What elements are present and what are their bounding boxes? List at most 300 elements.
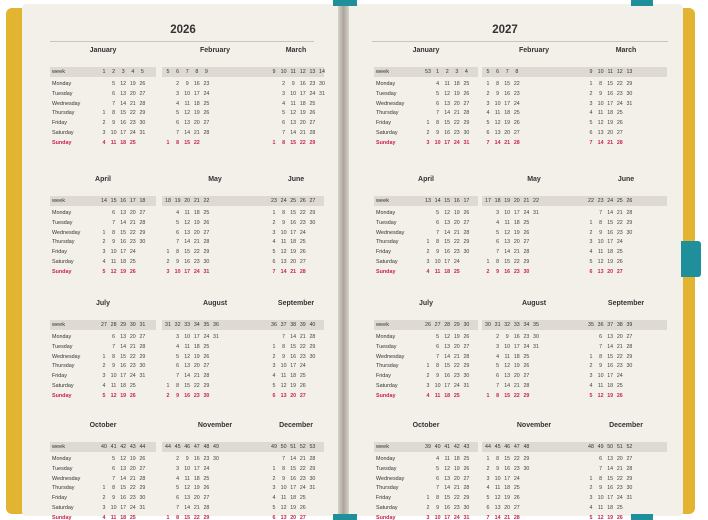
day-number[interactable]: 6 <box>496 373 500 380</box>
day-number[interactable]: 23 <box>299 353 306 360</box>
day-number[interactable]: 1 <box>166 514 170 520</box>
day-number[interactable]: 12 <box>110 392 117 399</box>
day-number[interactable]: 23 <box>299 219 306 226</box>
day-number[interactable]: 31 <box>533 210 539 216</box>
day-number[interactable]: 15 <box>290 343 297 350</box>
day-number[interactable]: 29 <box>523 392 530 399</box>
day-number[interactable]: 19 <box>299 110 306 117</box>
day-number[interactable]: 25 <box>513 110 520 117</box>
day-number[interactable]: 5 <box>436 210 440 216</box>
day-number[interactable]: 29 <box>139 110 146 117</box>
day-number[interactable]: 8 <box>496 81 500 87</box>
day-number[interactable]: 28 <box>203 505 210 511</box>
day-number[interactable]: 3 <box>589 495 593 502</box>
day-number[interactable]: 2 <box>589 485 593 492</box>
day-number[interactable]: 18 <box>607 249 614 256</box>
day-number[interactable]: 6 <box>599 334 603 340</box>
day-number[interactable]: 5 <box>436 465 440 472</box>
day-number[interactable]: 17 <box>513 210 520 216</box>
day-number[interactable]: 11 <box>597 383 604 389</box>
day-number[interactable]: 2 <box>486 268 490 275</box>
day-number[interactable]: 30 <box>139 239 146 246</box>
day-number[interactable]: 30 <box>139 495 146 502</box>
day-number[interactable]: 10 <box>494 475 501 482</box>
day-number[interactable]: 15 <box>444 363 451 370</box>
day-number[interactable]: 1 <box>272 210 276 216</box>
day-number[interactable]: 4 <box>176 475 180 482</box>
day-number[interactable]: 29 <box>523 259 530 265</box>
day-number[interactable]: 14 <box>280 268 287 275</box>
day-number[interactable]: 30 <box>203 392 210 399</box>
day-number[interactable]: 11 <box>110 383 117 389</box>
day-number[interactable]: 6 <box>176 363 180 370</box>
day-number[interactable]: 22 <box>129 110 136 117</box>
day-number[interactable]: 13 <box>280 392 287 399</box>
day-number[interactable]: 16 <box>444 130 451 136</box>
day-number[interactable]: 11 <box>280 373 287 380</box>
day-number[interactable]: 7 <box>589 139 593 146</box>
day-number[interactable]: 11 <box>434 268 441 275</box>
day-number[interactable]: 30 <box>463 373 470 380</box>
day-number[interactable]: 10 <box>110 249 117 256</box>
day-number[interactable]: 3 <box>272 485 276 492</box>
day-number[interactable]: 1 <box>486 456 490 462</box>
day-number[interactable]: 18 <box>513 353 520 360</box>
day-number[interactable]: 13 <box>184 495 191 502</box>
day-number[interactable]: 16 <box>504 268 511 275</box>
day-number[interactable]: 4 <box>102 383 106 389</box>
day-number[interactable]: 11 <box>444 456 450 462</box>
day-number[interactable]: 14 <box>494 514 501 520</box>
day-number[interactable]: 4 <box>496 219 500 226</box>
day-number[interactable]: 1 <box>102 485 106 492</box>
day-number[interactable]: 26 <box>129 268 136 275</box>
day-number[interactable]: 30 <box>626 229 633 236</box>
day-number[interactable]: 15 <box>184 139 191 146</box>
day-number[interactable]: 27 <box>616 130 623 136</box>
day-number[interactable]: 14 <box>290 334 297 340</box>
day-number[interactable]: 6 <box>112 90 116 97</box>
day-number[interactable]: 5 <box>282 110 286 117</box>
day-number[interactable]: 12 <box>597 514 604 520</box>
day-number[interactable]: 23 <box>453 249 460 256</box>
day-number[interactable]: 17 <box>299 90 306 97</box>
day-number[interactable]: 22 <box>513 456 520 462</box>
day-number[interactable]: 11 <box>494 110 501 117</box>
day-number[interactable]: 21 <box>299 130 306 136</box>
day-number[interactable]: 7 <box>599 210 603 216</box>
day-number[interactable]: 30 <box>139 120 146 127</box>
day-number[interactable]: 23 <box>616 90 623 97</box>
day-number[interactable]: 9 <box>282 219 286 226</box>
day-number[interactable]: 13 <box>184 120 191 127</box>
day-number[interactable]: 16 <box>607 90 614 97</box>
day-number[interactable]: 25 <box>203 475 210 482</box>
day-number[interactable]: 28 <box>463 110 470 117</box>
day-number[interactable]: 28 <box>203 239 210 246</box>
day-number[interactable]: 12 <box>280 505 287 511</box>
day-number[interactable]: 8 <box>176 249 180 256</box>
day-number[interactable]: 7 <box>112 343 116 350</box>
day-number[interactable]: 5 <box>436 334 440 340</box>
day-number[interactable]: 14 <box>184 373 191 380</box>
day-number[interactable]: 21 <box>299 334 306 340</box>
day-number[interactable]: 1 <box>486 81 490 87</box>
day-number[interactable]: 3 <box>486 475 490 482</box>
day-number[interactable]: 7 <box>599 465 603 472</box>
day-number[interactable]: 7 <box>282 130 286 136</box>
day-number[interactable]: 10 <box>597 495 604 502</box>
day-number[interactable]: 24 <box>523 343 530 350</box>
day-number[interactable]: 17 <box>607 239 614 246</box>
day-number[interactable]: 17 <box>444 514 451 520</box>
day-number[interactable]: 24 <box>453 139 460 146</box>
day-number[interactable]: 22 <box>299 210 306 216</box>
day-number[interactable]: 1 <box>589 353 593 360</box>
day-number[interactable]: 13 <box>494 130 501 136</box>
day-number[interactable]: 23 <box>616 363 623 370</box>
day-number[interactable]: 26 <box>463 210 470 216</box>
day-number[interactable]: 16 <box>290 353 297 360</box>
day-number[interactable]: 21 <box>193 239 200 246</box>
day-number[interactable]: 8 <box>282 465 286 472</box>
day-number[interactable]: 19 <box>290 505 297 511</box>
day-number[interactable]: 6 <box>112 334 116 340</box>
day-number[interactable]: 19 <box>193 353 200 360</box>
day-number[interactable]: 26 <box>139 456 146 462</box>
day-number[interactable]: 12 <box>110 268 117 275</box>
day-number[interactable]: 29 <box>463 239 470 246</box>
day-number[interactable]: 23 <box>616 485 623 492</box>
day-number[interactable]: 26 <box>299 505 306 511</box>
day-number[interactable]: 18 <box>290 373 297 380</box>
day-number[interactable]: 26 <box>203 110 210 117</box>
day-number[interactable]: 10 <box>597 239 604 246</box>
day-number[interactable]: 27 <box>139 90 146 97</box>
day-number[interactable]: 8 <box>599 475 603 482</box>
day-number[interactable]: 5 <box>496 229 500 236</box>
day-number[interactable]: 28 <box>463 353 470 360</box>
day-number[interactable]: 19 <box>129 456 136 462</box>
day-number[interactable]: 1 <box>426 495 430 502</box>
day-number[interactable]: 26 <box>203 219 210 226</box>
day-number[interactable]: 8 <box>176 139 180 146</box>
day-number[interactable]: 15 <box>120 229 127 236</box>
day-number[interactable]: 18 <box>607 110 614 117</box>
day-number[interactable]: 18 <box>607 505 614 511</box>
day-number[interactable]: 24 <box>203 465 210 472</box>
day-number[interactable]: 15 <box>504 392 511 399</box>
day-number[interactable]: 24 <box>299 229 306 236</box>
day-number[interactable]: 24 <box>616 373 623 380</box>
day-number[interactable]: 6 <box>176 229 180 236</box>
day-number[interactable]: 16 <box>504 90 511 97</box>
day-number[interactable]: 25 <box>203 343 210 350</box>
day-number[interactable]: 4 <box>426 268 430 275</box>
day-number[interactable]: 15 <box>290 465 297 472</box>
day-number[interactable]: 13 <box>504 373 511 380</box>
day-number[interactable]: 30 <box>319 81 325 87</box>
day-number[interactable]: 6 <box>112 210 116 216</box>
day-number[interactable]: 6 <box>282 120 286 127</box>
day-number[interactable]: 20 <box>129 90 136 97</box>
day-number[interactable]: 7 <box>486 514 490 520</box>
day-number[interactable]: 1 <box>102 229 106 236</box>
day-number[interactable]: 29 <box>309 139 316 146</box>
day-number[interactable]: 18 <box>504 485 511 492</box>
day-number[interactable]: 19 <box>513 363 520 370</box>
day-number[interactable]: 11 <box>494 485 501 492</box>
day-number[interactable]: 18 <box>504 110 511 117</box>
day-number[interactable]: 17 <box>290 229 297 236</box>
day-number[interactable]: 17 <box>193 90 200 97</box>
day-number[interactable]: 25 <box>616 383 623 389</box>
day-number[interactable]: 19 <box>453 334 460 340</box>
day-number[interactable]: 2 <box>426 505 430 511</box>
day-number[interactable]: 29 <box>463 120 470 127</box>
day-number[interactable]: 3 <box>589 100 593 107</box>
day-number[interactable]: 10 <box>504 343 511 350</box>
day-number[interactable]: 18 <box>193 343 200 350</box>
day-number[interactable]: 11 <box>444 81 450 87</box>
day-number[interactable]: 12 <box>184 353 191 360</box>
day-number[interactable]: 19 <box>193 219 200 226</box>
day-number[interactable]: 15 <box>504 81 511 87</box>
day-number[interactable]: 5 <box>102 268 106 275</box>
day-number[interactable]: 4 <box>282 100 286 107</box>
day-number[interactable]: 5 <box>589 514 593 520</box>
day-number[interactable]: 7 <box>436 229 440 236</box>
day-number[interactable]: 16 <box>607 485 614 492</box>
day-number[interactable]: 7 <box>176 373 180 380</box>
day-number[interactable]: 5 <box>496 363 500 370</box>
day-number[interactable]: 16 <box>607 229 614 236</box>
day-number[interactable]: 28 <box>523 383 530 389</box>
day-number[interactable]: 21 <box>616 343 623 350</box>
day-number[interactable]: 22 <box>453 363 460 370</box>
day-number[interactable]: 31 <box>463 139 470 146</box>
day-number[interactable]: 26 <box>203 485 210 492</box>
day-number[interactable]: 5 <box>272 383 276 389</box>
day-number[interactable]: 5 <box>176 110 180 117</box>
day-number[interactable]: 1 <box>166 383 170 389</box>
day-number[interactable]: 10 <box>434 139 441 146</box>
day-number[interactable]: 14 <box>290 130 297 136</box>
day-number[interactable]: 22 <box>453 120 460 127</box>
day-number[interactable]: 2 <box>176 456 180 462</box>
day-number[interactable]: 5 <box>176 485 180 492</box>
day-number[interactable]: 21 <box>616 210 623 216</box>
day-number[interactable]: 24 <box>299 363 306 370</box>
day-number[interactable]: 23 <box>129 363 136 370</box>
day-number[interactable]: 11 <box>110 514 117 520</box>
day-number[interactable]: 7 <box>496 249 500 256</box>
day-number[interactable]: 6 <box>272 259 276 265</box>
day-number[interactable]: 27 <box>523 239 530 246</box>
day-number[interactable]: 16 <box>184 259 191 265</box>
day-number[interactable]: 20 <box>290 392 297 399</box>
day-number[interactable]: 10 <box>597 373 604 380</box>
day-number[interactable]: 2 <box>589 90 593 97</box>
day-number[interactable]: 31 <box>139 130 146 136</box>
day-number[interactable]: 24 <box>299 485 306 492</box>
day-number[interactable]: 30 <box>309 475 316 482</box>
day-number[interactable]: 30 <box>626 363 633 370</box>
day-number[interactable]: 9 <box>496 90 500 97</box>
day-number[interactable]: 15 <box>120 110 127 117</box>
day-number[interactable]: 23 <box>193 259 200 265</box>
day-number[interactable]: 7 <box>112 475 116 482</box>
day-number[interactable]: 26 <box>129 392 136 399</box>
day-number[interactable]: 27 <box>523 373 530 380</box>
day-number[interactable]: 20 <box>193 495 200 502</box>
day-number[interactable]: 21 <box>607 139 614 146</box>
day-number[interactable]: 11 <box>280 495 287 502</box>
day-number[interactable]: 20 <box>513 373 520 380</box>
day-number[interactable]: 24 <box>616 100 623 107</box>
day-number[interactable]: 27 <box>299 392 306 399</box>
day-number[interactable]: 14 <box>444 353 451 360</box>
day-number[interactable]: 17 <box>444 259 451 265</box>
day-number[interactable]: 25 <box>616 110 623 117</box>
day-number[interactable]: 20 <box>453 343 460 350</box>
day-number[interactable]: 4 <box>102 139 106 146</box>
day-number[interactable]: 17 <box>513 343 520 350</box>
day-number[interactable]: 18 <box>290 495 297 502</box>
day-number[interactable]: 22 <box>616 353 623 360</box>
day-number[interactable]: 28 <box>139 475 146 482</box>
day-number[interactable]: 30 <box>533 334 539 340</box>
day-number[interactable]: 24 <box>129 373 136 380</box>
day-number[interactable]: 19 <box>453 465 460 472</box>
day-number[interactable]: 9 <box>176 259 180 265</box>
day-number[interactable]: 25 <box>129 259 136 265</box>
day-number[interactable]: 30 <box>213 456 219 462</box>
day-number[interactable]: 15 <box>290 210 297 216</box>
day-number[interactable]: 10 <box>504 210 511 216</box>
day-number[interactable]: 16 <box>120 363 127 370</box>
day-number[interactable]: 11 <box>504 353 510 360</box>
day-number[interactable]: 1 <box>589 81 593 87</box>
day-number[interactable]: 10 <box>280 229 287 236</box>
day-number[interactable]: 21 <box>193 130 200 136</box>
day-number[interactable]: 9 <box>282 475 286 482</box>
day-number[interactable]: 8 <box>599 219 603 226</box>
day-number[interactable]: 31 <box>463 514 470 520</box>
day-number[interactable]: 5 <box>272 249 276 256</box>
day-number[interactable]: 17 <box>193 334 200 340</box>
day-number[interactable]: 12 <box>444 210 451 216</box>
day-number[interactable]: 15 <box>120 353 127 360</box>
day-number[interactable]: 15 <box>290 139 297 146</box>
day-number[interactable]: 23 <box>453 505 460 511</box>
day-number[interactable]: 25 <box>129 139 136 146</box>
day-number[interactable]: 21 <box>504 139 511 146</box>
day-number[interactable]: 17 <box>184 268 191 275</box>
day-number[interactable]: 20 <box>616 334 623 340</box>
day-number[interactable]: 8 <box>282 343 286 350</box>
day-number[interactable]: 19 <box>453 90 460 97</box>
day-number[interactable]: 2 <box>166 392 170 399</box>
day-number[interactable]: 7 <box>486 139 490 146</box>
day-number[interactable]: 4 <box>176 210 180 216</box>
day-number[interactable]: 24 <box>309 90 316 97</box>
day-number[interactable]: 22 <box>299 343 306 350</box>
day-number[interactable]: 13 <box>607 456 614 462</box>
day-number[interactable]: 3 <box>496 210 500 216</box>
day-number[interactable]: 21 <box>453 353 460 360</box>
day-number[interactable]: 15 <box>444 120 451 127</box>
day-number[interactable]: 21 <box>290 268 297 275</box>
day-number[interactable]: 14 <box>120 100 127 107</box>
day-number[interactable]: 11 <box>184 475 190 482</box>
day-number[interactable]: 23 <box>299 475 306 482</box>
day-number[interactable]: 25 <box>453 392 460 399</box>
day-number[interactable]: 28 <box>523 249 530 256</box>
day-number[interactable]: 14 <box>184 505 191 511</box>
day-number[interactable]: 14 <box>607 210 614 216</box>
day-number[interactable]: 4 <box>486 110 490 117</box>
day-number[interactable]: 17 <box>504 100 511 107</box>
day-number[interactable]: 25 <box>203 210 210 216</box>
day-number[interactable]: 18 <box>513 219 520 226</box>
day-number[interactable]: 23 <box>513 268 520 275</box>
day-number[interactable]: 11 <box>184 100 190 107</box>
day-number[interactable]: 29 <box>626 353 633 360</box>
day-number[interactable]: 26 <box>513 120 520 127</box>
day-number[interactable]: 6 <box>436 475 440 482</box>
day-number[interactable]: 15 <box>184 249 191 256</box>
day-number[interactable]: 17 <box>290 363 297 370</box>
day-number[interactable]: 23 <box>203 456 210 462</box>
day-number[interactable]: 13 <box>444 100 451 107</box>
day-number[interactable]: 6 <box>436 100 440 107</box>
day-number[interactable]: 20 <box>193 120 200 127</box>
day-number[interactable]: 20 <box>607 130 614 136</box>
day-number[interactable]: 24 <box>453 383 460 389</box>
day-number[interactable]: 15 <box>504 259 511 265</box>
day-number[interactable]: 9 <box>505 334 509 340</box>
day-number[interactable]: 16 <box>120 120 127 127</box>
day-number[interactable]: 27 <box>309 120 316 127</box>
day-number[interactable]: 17 <box>444 383 451 389</box>
day-number[interactable]: 12 <box>280 249 287 256</box>
day-number[interactable]: 26 <box>616 259 623 265</box>
day-number[interactable]: 6 <box>599 456 603 462</box>
day-number[interactable]: 9 <box>176 392 180 399</box>
day-number[interactable]: 9 <box>112 495 116 502</box>
day-number[interactable]: 4 <box>589 249 593 256</box>
day-number[interactable]: 16 <box>444 249 451 256</box>
day-number[interactable]: 20 <box>504 505 511 511</box>
day-number[interactable]: 25 <box>299 495 306 502</box>
day-number[interactable]: 16 <box>193 456 200 462</box>
day-number[interactable]: 19 <box>290 249 297 256</box>
day-number[interactable]: 17 <box>607 373 614 380</box>
day-number[interactable]: 10 <box>184 465 191 472</box>
day-number[interactable]: 20 <box>290 259 297 265</box>
day-number[interactable]: 29 <box>139 485 146 492</box>
day-number[interactable]: 7 <box>176 505 180 511</box>
day-number[interactable]: 31 <box>626 495 633 502</box>
day-number[interactable]: 28 <box>139 100 146 107</box>
day-number[interactable]: 17 <box>504 475 511 482</box>
day-number[interactable]: 12 <box>444 465 451 472</box>
day-number[interactable]: 17 <box>607 100 614 107</box>
day-number[interactable]: 6 <box>176 120 180 127</box>
day-number[interactable]: 19 <box>513 229 520 236</box>
day-number[interactable]: 29 <box>309 343 316 350</box>
